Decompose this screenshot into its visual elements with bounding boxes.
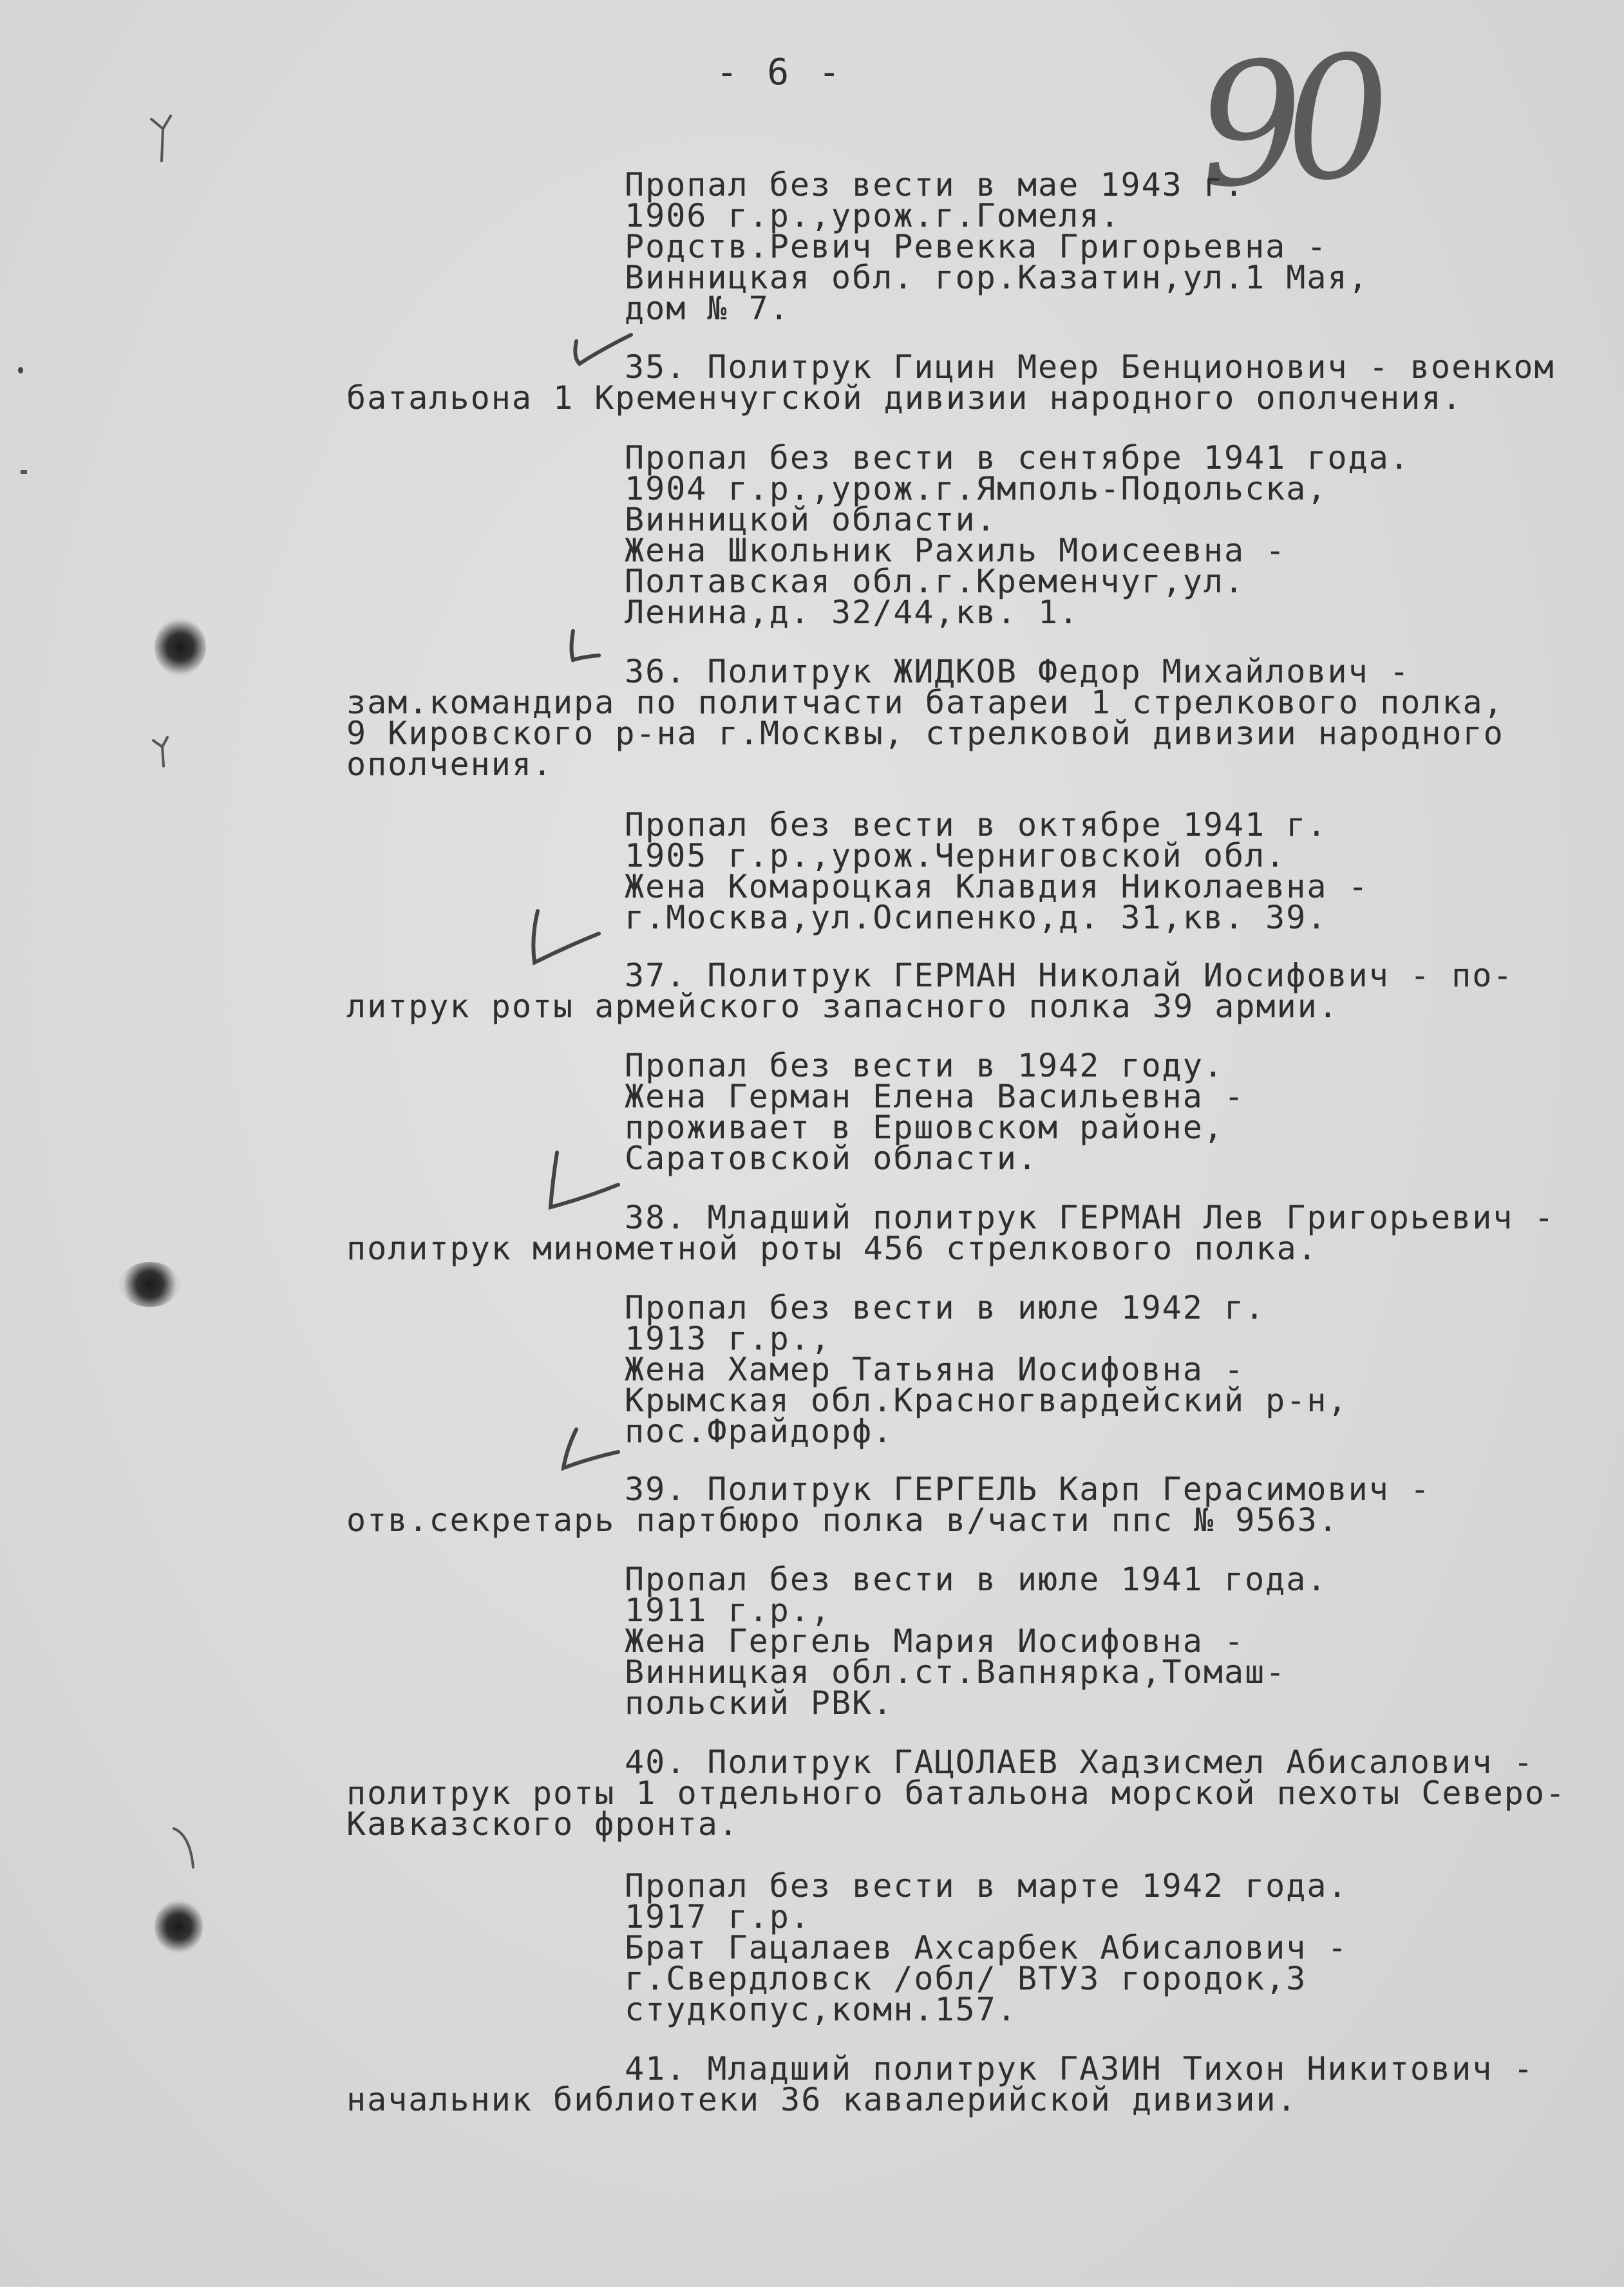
text-line: 38. Младший политрук ГЕРМАН Лев Григорьевич - — [625, 1199, 1555, 1236]
punch-hole-icon — [155, 618, 206, 676]
archive-sheet-number: 90 — [1191, 19, 1379, 227]
text-line: 36. Политрук ЖИДКОВ Федор Михайлович - — [625, 653, 1410, 690]
text-line: Жена Герман Елена Васильевна - — [625, 1078, 1245, 1115]
check-mark-icon — [567, 322, 637, 373]
text-line: Пропал без вести в октябре 1941 г. — [625, 806, 1328, 843]
check-mark-icon — [554, 625, 605, 676]
text-line: Жена Комароцкая Клавдия Николаевна - — [625, 868, 1369, 905]
text-line: Крымская обл.Красногвардейский р-н, — [625, 1382, 1348, 1419]
text-line: Пропал без вести в июле 1942 г. — [625, 1289, 1266, 1326]
text-line: 1906 г.р.,урож.г.Гомеля. — [625, 197, 1121, 234]
text-line: Полтавская обл.г.Кременчуг,ул. — [625, 563, 1245, 600]
punch-hole-icon — [119, 1262, 180, 1307]
text-line: г.Москва,ул.Осипенко,д. 31,кв. 39. — [625, 899, 1328, 936]
text-line: Пропал без вести в июле 1941 года. — [625, 1561, 1328, 1598]
text-line: Пропал без вести в мае 1943 г. — [625, 166, 1245, 203]
text-line: 1913 г.р., — [625, 1320, 832, 1357]
page-number: - 6 - — [716, 52, 844, 93]
text-line: 9 Кировского р-на г.Москвы, стрелковой дивизии народного — [346, 715, 1504, 752]
text-line: 1904 г.р.,урож.г.Ямполь-Подольска, — [625, 470, 1328, 507]
text-line: политрук минометной роты 456 стрелкового полка. — [346, 1230, 1318, 1267]
text-line: ополчения. — [346, 746, 554, 783]
check-mark-icon — [554, 1423, 625, 1481]
text-line: 35. Политрук Гицин Меер Бенционович - военком — [625, 348, 1555, 386]
text-line: 40. Политрук ГАЦОЛАЕВ Хадзисмел Абисалович - — [625, 1744, 1534, 1781]
text-line: политрук роты 1 отдельного батальона морской пехоты Северо- — [346, 1774, 1567, 1812]
margin-tick-icon — [145, 109, 177, 167]
text-line: польский РВК. — [625, 1684, 894, 1722]
text-line: 37. Политрук ГЕРМАН Николай Иосифович - по- — [625, 957, 1514, 994]
text-line: литрук роты армейского запасного полка 39 армии. — [346, 988, 1339, 1025]
text-line: Винницкая обл.ст.Вапнярка,Томаш- — [625, 1653, 1287, 1691]
text-line: г.Свердловск /обл/ ВТУЗ городок,3 — [625, 1960, 1307, 1997]
text-line: отв.секретарь партбюро полка в/части ппс № 9563. — [346, 1501, 1339, 1539]
text-line: Винницкая обл. гор.Казатин,ул.1 Мая, — [625, 259, 1369, 296]
text-line: проживает в Ершовском районе, — [625, 1109, 1224, 1146]
text-line: Пропал без вести в 1942 году. — [625, 1047, 1224, 1084]
text-line: Пропал без вести в сентябре 1941 года. — [625, 439, 1410, 476]
text-line: зам.командира по политчасти батареи 1 стрелкового полка, — [346, 684, 1504, 721]
text-line: Жена Гергель Мария Иосифовна - — [625, 1623, 1245, 1660]
speck-icon — [18, 367, 23, 373]
text-line: Саратовской области. — [625, 1140, 1039, 1177]
check-mark-icon — [522, 901, 605, 972]
text-line: Винницкой области. — [625, 501, 997, 538]
text-line: батальона 1 Кременчугской дивизии народного ополчения. — [346, 379, 1463, 417]
text-line: 39. Политрук ГЕРГЕЛЬ Карп Герасимович - — [625, 1471, 1431, 1508]
text-line: Ленина,д. 32/44,кв. 1. — [625, 594, 1080, 631]
text-line: Жена Школьник Рахиль Моисеевна - — [625, 532, 1287, 569]
speck-icon — [21, 470, 27, 474]
text-line: Кавказского фронта. — [346, 1805, 739, 1843]
text-line: Брат Гацалаев Ахсарбек Абисалович - — [625, 1929, 1348, 1966]
margin-tick-icon — [148, 728, 174, 773]
check-mark-icon — [541, 1146, 625, 1217]
text-line: начальник библиотеки 36 кавалерийской дивизии. — [346, 2081, 1298, 2118]
text-line: 41. Младший политрук ГАЗИН Тихон Никитович - — [625, 2050, 1534, 2087]
margin-tick-icon — [167, 1822, 206, 1874]
text-line: 1911 г.р., — [625, 1592, 832, 1629]
text-line: дом № 7. — [625, 290, 790, 327]
text-line: Родств.Ревич Ревекка Григорьевна - — [625, 228, 1328, 265]
text-line: пос.Фрайдорф. — [625, 1413, 894, 1450]
text-line: Жена Хамер Татьяна Иосифовна - — [625, 1351, 1245, 1388]
text-line: Пропал без вести в марте 1942 года. — [625, 1867, 1348, 1905]
text-line: студкопус,комн.157. — [625, 1991, 1017, 2028]
punch-hole-icon — [155, 1899, 203, 1954]
text-line: 1905 г.р.,урож.Черниговской обл. — [625, 837, 1287, 874]
text-line: 1917 г.р. — [625, 1898, 811, 1935]
